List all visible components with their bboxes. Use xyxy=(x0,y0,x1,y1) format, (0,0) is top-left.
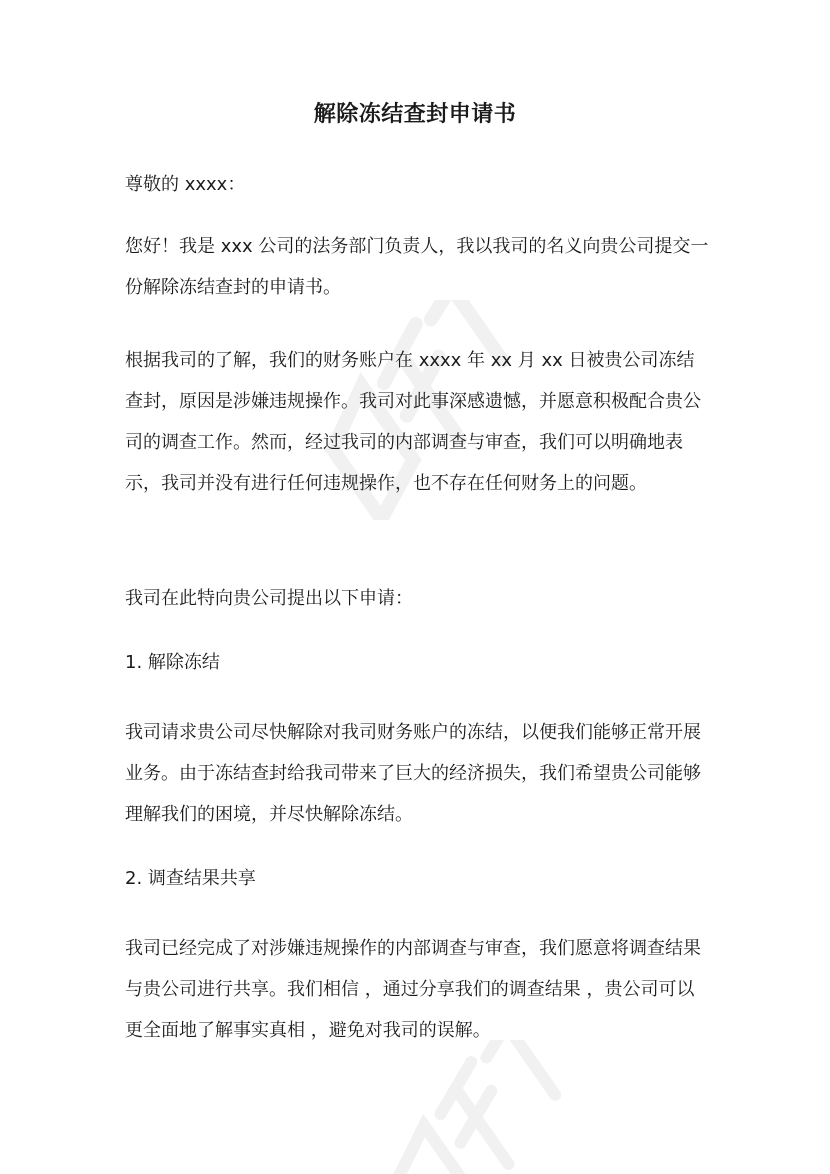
document-title: 解除冻结查封申请书 xyxy=(313,102,517,127)
salutation: 尊敬的 xxxx： xyxy=(125,174,246,195)
request-heading-2: 2. 调查结果共享 xyxy=(125,868,256,889)
paragraph-intro: 您好！我是 xxx 公司的法务部门负责人，我以我司的名义向贵公司提交一份解除冻结查封的申请书。 xyxy=(125,236,709,298)
request-body-2: 我司已经完成了对涉嫌违规操作的内部调查与审查，我们愿意将调查结果与贵公司进行共享。我们相信 ，通过分享我们的调查结果 ，贵公司可以更全面地了解事实真相 ，避免对我司的误解。 xyxy=(125,938,701,1041)
watermark-icon xyxy=(350,1040,590,1174)
paragraph-background: 根据我司的了解，我们的财务账户在 xxxx 年 xx 月 xx 日被贵公司冻结查封，原因是涉嫌违规操作。我司对此事深感遗憾，并愿意积极配合贵公司的调查工作。然而，经过我司的内部调查与审查，我们可以明确地表示，我司并没有进行任何违规操作，也不存在任何财务上的问题。 xyxy=(125,350,701,494)
request-heading-1: 1. 解除冻结 xyxy=(125,652,220,673)
watermark-bottom xyxy=(350,1040,590,1174)
request-body-1: 我司请求贵公司尽快解除对我司财务账户的冻结，以便我们能够正常开展业务。由于冻结查封给我司带来了巨大的经济损失，我们希望贵公司能够理解我们的困境，并尽快解除冻结。 xyxy=(125,722,701,825)
paragraph-request-intro: 我司在此特向贵公司提出以下申请： xyxy=(125,588,413,609)
